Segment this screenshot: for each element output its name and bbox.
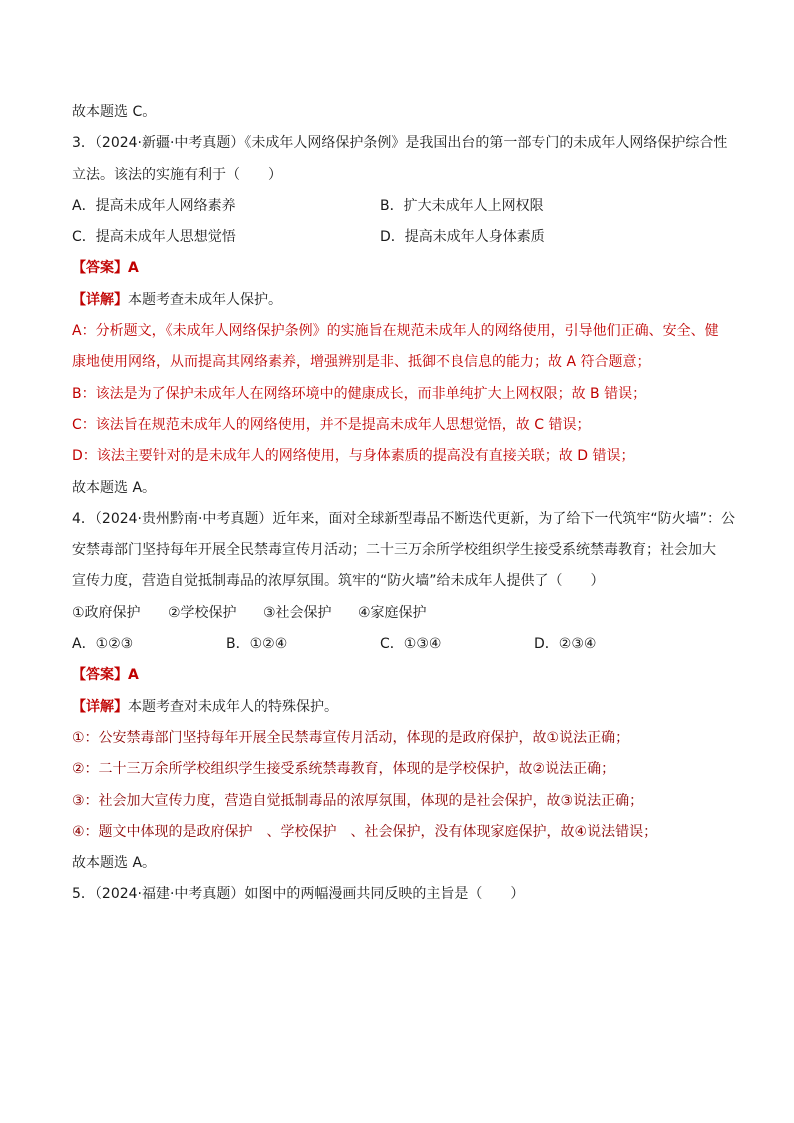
q4-option-c: C．①③④ [380,636,442,653]
q4-option-a: A．①②③ [72,636,134,653]
q3-detail [72,285,732,316]
q3-detail-label: 【详解】 [72,291,128,308]
q4-option-d: D．②③④ [534,636,597,653]
q3-option-d: D．提高未成年人身体素质 [380,229,545,246]
q3-options-row1 [72,191,732,222]
q4-item-4: ④家庭保护 [358,604,427,621]
q3-answer: 【答案】A [72,260,139,277]
q3-detail-text: 本题考查未成年人保护。 [128,291,282,308]
q3-option-b: B．扩大未成年人上网权限 [380,197,544,214]
q2-conclusion: 故本题选 C。 [72,104,157,120]
q4-item-1: ①政府保护 [72,604,141,621]
q4-explain-2: ②：二十三万余所学校组织学生接受系统禁毒教育，体现的是学校保护，故②说法正确； [72,761,616,778]
q4-stem-line3: 宣传力度，营造自觉抵制毒品的浓厚氛围。筑牢的“防火墙”给未成年人提供了（ ） [72,573,605,590]
q4-item-3: ③社会保护 [263,604,332,621]
q4-detail-label: 【详解】 [72,698,128,715]
q4-conclusion: 故本题选 A。 [72,855,157,872]
q4-options-row [72,629,732,660]
q4-items-row [72,598,732,629]
q4-detail [72,692,732,723]
q4-explain-3: ③：社会加大宣传力度，营造自觉抵制毒品的浓厚氛围，体现的是社会保护，故③说法正确； [72,792,644,809]
document-page [72,97,735,911]
q5-stem-line1: 5．（2024·福建·中考真题）如图中的两幅漫画共同反映的主旨是（ ） [72,886,525,903]
q3-option-a: A．提高未成年人网络素养 [72,197,236,214]
q4-stem-line1: 4．（2024·贵州黔南·中考真题）近年来，面对全球新型毒品不断迭代更新，为了给下一代筑牢“防火墙”：公 [72,510,735,527]
q3-explain-b: B：该法是为了保护未成年人在网络环境中的健康成长，而非单纯扩大上网权限；故 B 错误； [72,385,647,402]
q3-stem-line1: 3．（2024·新疆·中考真题）《未成年人网络保护条例》是我国出台的第一部专门的未成年人网络保护综合性 [72,135,728,152]
q4-stem-line2: 安禁毒部门坚持每年开展全民禁毒宣传月活动；二十三万余所学校组织学生接受系统禁毒教育；社会加大 [72,542,716,559]
q4-option-b: B．①②④ [226,636,288,653]
q4-item-2: ②学校保护 [168,604,237,621]
q4-explain-1: ①：公安禁毒部门坚持每年开展全民禁毒宣传月活动，体现的是政府保护，故①说法正确； [72,729,630,746]
q4-explain-4: ④：题文中体现的是政府保护 、学校保护 、社会保护，没有体现家庭保护，故④说法错误； [72,823,658,840]
q4-answer: 【答案】A [72,667,139,684]
q3-stem-line2: 立法。该法的实施有利于（ ） [72,166,282,183]
q3-explain-d: D：该法主要针对的是未成年人的网络使用，与身体素质的提高没有直接关联；故 D 错误； [72,448,635,465]
q3-explain-a1: A：分析题文，《未成年人网络保护条例》的实施旨在规范未成年人的网络使用，引导他们正确、安全、健 [72,323,719,340]
q3-explain-c: C：该法旨在规范未成年人的网络使用，并不是提高未成年人思想觉悟，故 C 错误； [72,416,591,433]
q3-conclusion: 故本题选 A。 [72,479,157,496]
q4-detail-text: 本题考查对未成年人的特殊保护。 [128,698,338,715]
q3-options-row2 [72,222,732,253]
q3-option-c: C．提高未成年人思想觉悟 [72,229,236,246]
q3-explain-a2: 康地使用网络，从而提高其网络素养，增强辨别是非、抵御不良信息的能力；故 A 符合题意； [72,354,651,371]
